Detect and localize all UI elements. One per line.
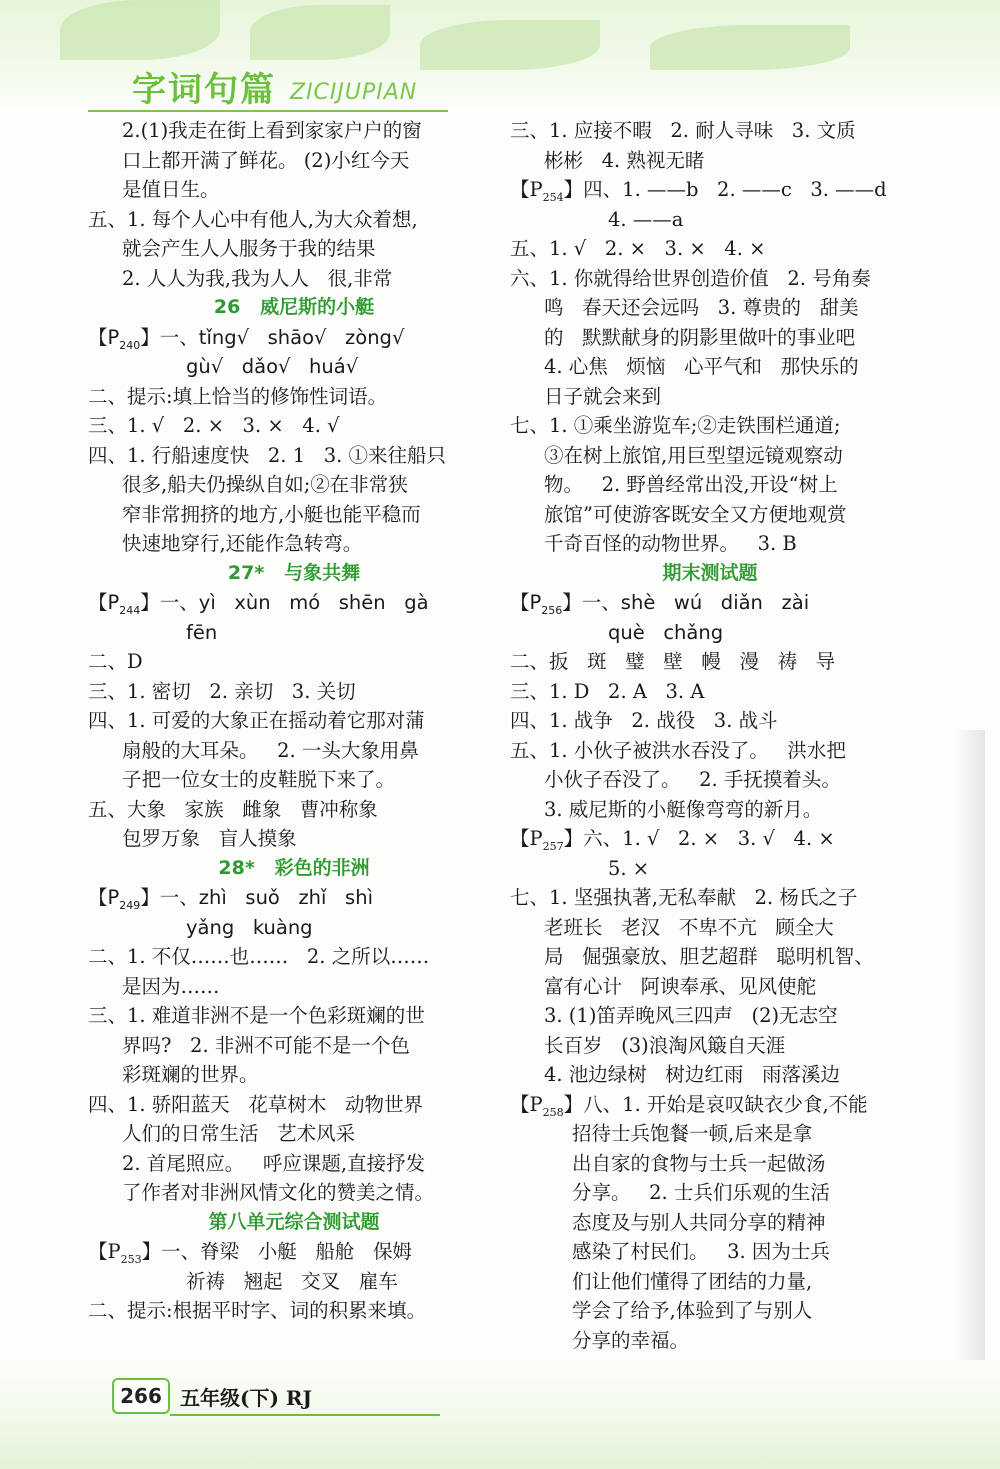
answer-line: [510, 942, 910, 972]
footer-band: [0, 1360, 1000, 1469]
answer-text: 千奇百怪的动物世界。 3. B: [544, 532, 797, 555]
answer-text: 包罗万象 盲人摸象: [122, 827, 297, 850]
answer-text: 3. 威尼斯的小艇像弯弯的新月。: [544, 797, 823, 821]
leaf-decoration: [650, 25, 850, 70]
answer-text: 就会产生人人服务于我的结果: [122, 237, 376, 260]
answer-text: 五、1. 每个人心中有他人,为大众着想,: [88, 207, 418, 231]
answer-line: [88, 411, 500, 441]
answer-line: [510, 234, 910, 264]
answer-line: [88, 1149, 500, 1179]
page-ref-number: 240: [119, 338, 141, 352]
answer-line: [510, 1296, 910, 1326]
page-ref-letter: P: [529, 178, 543, 201]
answer-text: fēn: [186, 620, 218, 644]
answer-line: [510, 765, 910, 795]
answer-line: [510, 1090, 910, 1120]
answer-line: [510, 883, 910, 913]
answer-text: 彩斑斓的世界。: [122, 1063, 259, 1086]
answer-line: [510, 264, 910, 294]
answer-line: [88, 352, 500, 382]
answer-text: 二、提示:填上恰当的修饰性词语。: [88, 384, 388, 408]
page-ref-letter: P: [107, 591, 120, 614]
answer-text: 27* 与象共舞: [227, 561, 361, 584]
answer-text: 富有心计 阿谀奉承、见风使舵: [544, 974, 817, 998]
page-ref-letter: P: [529, 591, 542, 614]
answer-text: 3. (1)笛弄晚风三四声 (2)无志空: [544, 1004, 838, 1027]
answer-text: 一、zhì suǒ zhǐ shì: [159, 886, 373, 909]
answer-line: [510, 588, 910, 618]
answer-text: 口上都开满了鲜花。 (2)小红今天: [122, 148, 410, 172]
leaf-decoration: [420, 20, 600, 70]
answer-text: 子把一位女士的皮鞋脱下来了。: [122, 768, 396, 791]
answer-text: 出自家的食物与士兵一起做汤: [572, 1151, 826, 1175]
answer-text: 分享。 2. 士兵们乐观的生活: [572, 1181, 830, 1204]
page-ref-number: 244: [119, 603, 141, 617]
answer-text: 界吗? 2. 非洲不可能不是一个色: [122, 1033, 410, 1057]
answer-line: [510, 1031, 910, 1061]
page-ref: 【$P_{249}$】: [88, 886, 160, 912]
answer-line: [510, 116, 910, 146]
answer-text: 一、yì xùn mó shēn gà: [159, 591, 429, 614]
page-ref-number: 256: [541, 603, 563, 617]
answer-line: [510, 913, 910, 943]
answer-column-left: [88, 116, 500, 1326]
answer-line: [510, 1001, 910, 1031]
answer-text: 一、shè wú diǎn zài: [581, 591, 810, 614]
answer-line: [510, 972, 910, 1002]
answer-line: [510, 175, 910, 205]
answer-text: 人们的日常生活 艺术风采: [122, 1122, 356, 1145]
answer-line: [510, 500, 910, 530]
answer-text: 祈祷 翘起 交叉 雇车: [186, 1269, 398, 1293]
answer-line: [88, 883, 500, 913]
answer-line: [88, 500, 500, 530]
answer-text: 期末测试题: [662, 561, 758, 584]
answer-text: gù√ dǎo√ huá√: [186, 355, 359, 378]
answer-text: 26 威尼斯的小艇: [213, 296, 375, 318]
page-ref: 【$P_{244}$】: [88, 591, 160, 617]
answer-line: [88, 1090, 500, 1120]
page-ref-number: 249: [119, 898, 141, 912]
answer-line: [510, 323, 910, 353]
answer-text: 三、1. √ 2. × 3. × 4. √: [88, 414, 340, 437]
answer-line: [88, 264, 500, 294]
page-ref-number: 257: [542, 839, 564, 853]
answer-line: [510, 618, 910, 648]
answer-text: 一、tǐng√ shāo√ zòng√: [159, 325, 405, 349]
answer-text: 四、1. 战争 2. 战役 3. 战斗: [510, 709, 778, 732]
answer-line: [510, 470, 910, 500]
answer-text: 三、1. 应接不暇 2. 耐人寻味 3. 文质: [510, 119, 856, 142]
answer-line: [510, 736, 910, 766]
answer-text: 二、扳 斑 璧 壁 幔 漫 祷 导: [510, 650, 836, 673]
answer-text: 扇般的大耳朵。 2. 一头大象用鼻: [122, 738, 419, 762]
page-ref-letter: P: [107, 1240, 121, 1263]
answer-text: 五、1. √ 2. × 3. × 4. ×: [510, 237, 766, 260]
page-ref-letter: P: [107, 325, 120, 349]
answer-text: ③在树上旅馆,用巨型望远镜观察动: [544, 443, 843, 467]
answer-text: 日子就会来到: [544, 384, 662, 408]
answer-text: 七、1. ①乘坐游览车;②走铁围栏通道;: [510, 414, 841, 437]
answer-text: què chǎng: [608, 620, 724, 644]
section-heading: [88, 559, 500, 589]
answer-text: 快速地穿行,还能作急转弯。: [122, 532, 363, 555]
answer-line: [88, 972, 500, 1002]
answer-text: 老班长 老汉 不卑不亢 顾全大: [544, 915, 834, 939]
answer-line: [88, 1031, 500, 1061]
answer-line: [510, 1326, 910, 1356]
answer-line: [88, 1296, 500, 1326]
answer-text: 的 默默献身的阴影里做叶的事业吧: [544, 325, 856, 349]
section-pinyin: ZICIJUPIAN: [290, 80, 418, 105]
footer-divider: [170, 1414, 440, 1416]
answer-text: 们让他们懂得了团结的力量,: [572, 1269, 813, 1293]
answer-line: [510, 824, 910, 854]
answer-text: 三、1. D 2. A 3. A: [510, 679, 705, 703]
answer-text: 三、1. 难道非洲不是一个色彩斑斓的世: [88, 1004, 425, 1027]
page-ref: 【$P_{240}$】: [88, 325, 160, 352]
answer-column-right: [510, 116, 910, 1355]
answer-line: [88, 795, 500, 825]
answer-line: [510, 1119, 910, 1149]
answer-line: [88, 736, 500, 766]
answer-line: [510, 795, 910, 825]
answer-text: 了作者对非洲风情文化的赞美之情。: [122, 1181, 435, 1204]
answer-text: 三、1. 密切 2. 亲切 3. 关切: [88, 679, 356, 703]
page-ref: 【$P_{258}$】: [510, 1092, 584, 1119]
answer-text: 长百岁 (3)浪淘风簸自天涯: [544, 1033, 786, 1057]
answer-line: [88, 824, 500, 854]
page-ref: 【$P_{253}$】: [88, 1240, 162, 1266]
page-number: 266: [112, 1378, 170, 1414]
answer-text: 物。 2. 野兽经常出没,开设“树上: [544, 473, 838, 496]
section-heading: [510, 559, 910, 589]
answer-text: 二、D: [88, 650, 143, 673]
answer-line: [88, 913, 500, 943]
answer-text: 4. ——a: [608, 207, 684, 231]
answer-text: 鸣 春天还会远吗 3. 尊贵的 甜美: [544, 296, 859, 319]
leaf-decoration: [60, 0, 220, 60]
answer-line: [88, 765, 500, 795]
answer-text: 2.(1)我走在街上看到家家户户的窗: [122, 119, 422, 142]
answer-line: [88, 323, 500, 353]
answer-text: 四、1. 骄阳蓝天 花草树木 动物世界: [88, 1092, 423, 1116]
answer-line: [88, 677, 500, 707]
answer-text: 四、1. 可爱的大象正在摇动着它那对蒲: [88, 709, 425, 732]
answer-text: 2. 首尾照应。 呼应课题,直接抒发: [122, 1151, 426, 1175]
answer-text: 五、1. 小伙子被洪水吞没了。 洪水把: [510, 738, 846, 762]
answer-text: 第八单元综合测试题: [208, 1210, 380, 1233]
answer-line: [88, 1267, 500, 1297]
answer-text: 是因为……: [122, 974, 220, 998]
answer-line: [88, 618, 500, 648]
answer-line: [88, 942, 500, 972]
answer-line: [88, 146, 500, 176]
answer-line: [510, 441, 910, 471]
answer-line: [88, 1237, 500, 1267]
answer-text: 态度及与别人共同分享的精神: [572, 1210, 826, 1234]
answer-line: [510, 706, 910, 736]
answer-text: 一、脊梁 小艇 船舱 保姆: [161, 1240, 412, 1263]
answer-text: 窄非常拥挤的地方,小艇也能平稳而: [122, 502, 421, 526]
answer-line: [88, 116, 500, 146]
page-ref-letter: P: [107, 886, 120, 909]
answer-line: [88, 1001, 500, 1031]
section-heading: [88, 854, 500, 884]
page-ref: 【$P_{256}$】: [510, 591, 582, 617]
page-edge: [955, 730, 985, 1450]
answer-line: [88, 529, 500, 559]
answer-line: [510, 293, 910, 323]
answer-text: 四、1. 行船速度快 2. 1 3. ①来往船只: [88, 443, 447, 467]
answer-text: 4. 池边绿树 树边红雨 雨落溪边: [544, 1063, 840, 1086]
answer-line: [88, 234, 500, 264]
answer-text: 28* 彩色的非洲: [218, 856, 370, 879]
answer-text: 4. 心焦 烦恼 心平气和 那快乐的: [544, 355, 859, 378]
answer-line: [88, 441, 500, 471]
answer-text: 四、1. ——b 2. ——c 3. ——d: [583, 178, 887, 201]
answer-line: [510, 529, 910, 559]
answer-line: [510, 1208, 910, 1238]
grade-label: 五年级(下) RJ: [180, 1386, 312, 1410]
answer-text: 分享的幸福。: [572, 1328, 690, 1352]
answer-text: 二、提示:根据平时字、词的积累来填。: [88, 1299, 427, 1322]
section-heading: [88, 1208, 500, 1238]
answer-text: 八、1. 开始是哀叹缺衣少食,不能: [583, 1092, 868, 1116]
answer-line: [510, 1237, 910, 1267]
page-ref-letter: P: [529, 1092, 543, 1116]
answer-line: [510, 382, 910, 412]
section-title: 字词句篇: [132, 70, 276, 110]
answer-line: [88, 1178, 500, 1208]
answer-line: [88, 588, 500, 618]
answer-text: 二、1. 不仅……也…… 2. 之所以……: [88, 945, 430, 968]
answer-text: 五、大象 家族 雌象 曹冲称象: [88, 797, 378, 821]
answer-text: 招待士兵饱餐一顿,后来是拿: [572, 1122, 813, 1145]
answer-text: 局 倔强豪放、胆艺超群 聪明机智、: [544, 945, 874, 968]
answer-line: [510, 1060, 910, 1090]
answer-text: 很多,船夫仍操纵自如;②在非常狭: [122, 473, 408, 496]
answer-line: [88, 470, 500, 500]
page-ref: 【$P_{254}$】: [510, 178, 584, 204]
header-divider: [88, 110, 448, 112]
answer-text: 小伙子吞没了。 2. 手抚摸着头。: [544, 768, 841, 791]
answer-line: [88, 1119, 500, 1149]
answer-line: [510, 146, 910, 176]
page-ref-letter: P: [529, 827, 543, 850]
page-ref-number: 253: [120, 1252, 142, 1266]
answer-text: yǎng kuàng: [186, 915, 313, 939]
answer-text: 六、1. 你就得给世界创造价值 2. 号角奏: [510, 266, 871, 290]
answer-text: 是值日生。: [122, 178, 220, 201]
answer-line: [88, 382, 500, 412]
answer-text: 学会了给予,体验到了与别人: [572, 1299, 813, 1322]
answer-line: [88, 205, 500, 235]
answer-text: 彬彬 4. 熟视无睹: [544, 148, 705, 172]
answer-text: 六、1. √ 2. × 3. √ 4. ×: [583, 827, 835, 850]
answer-text: 5. ×: [608, 856, 650, 880]
answer-line: [510, 352, 910, 382]
answer-line: [88, 647, 500, 677]
answer-line: [510, 854, 910, 884]
answer-text: 旅馆”可使游客既安全又方便地观赏: [544, 502, 847, 526]
answer-text: 感染了村民们。 3. 因为士兵: [572, 1240, 830, 1263]
answer-line: [88, 706, 500, 736]
answer-line: [510, 1267, 910, 1297]
answer-line: [88, 1060, 500, 1090]
answer-text: 2. 人人为我,我为人人 很,非常: [122, 266, 393, 290]
answer-line: [88, 175, 500, 205]
answer-line: [510, 647, 910, 677]
answer-line: [510, 1149, 910, 1179]
answer-line: [510, 205, 910, 235]
page-ref-number: 258: [542, 1105, 564, 1119]
answer-line: [510, 1178, 910, 1208]
answer-text: 七、1. 坚强执著,无私奉献 2. 杨氏之子: [510, 886, 858, 909]
page-ref-number: 254: [542, 190, 564, 204]
answer-line: [510, 677, 910, 707]
page-ref: 【$P_{257}$】: [510, 827, 584, 853]
section-heading: [88, 293, 500, 323]
leaf-decoration: [250, 5, 390, 60]
answer-line: [510, 411, 910, 441]
